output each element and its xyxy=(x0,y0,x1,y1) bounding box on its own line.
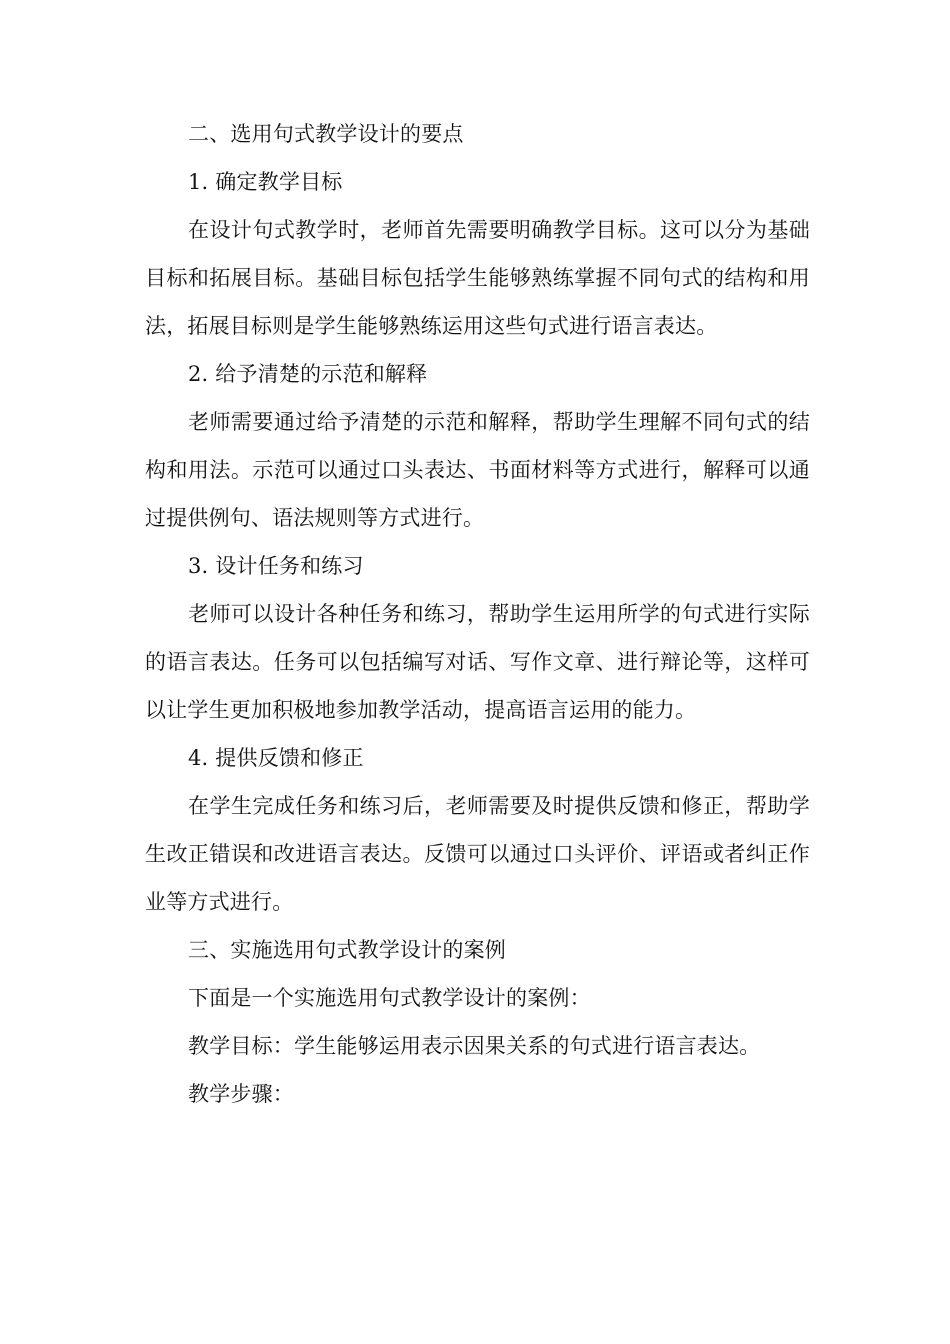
subheading-3: 3. 设计任务和练习 xyxy=(188,554,364,578)
paragraph-1: 在设计句式教学时，老师首先需要明确教学目标。这可以分为基础目标和拓展目标。基础目标包括学生能够熟练掌握不同句式的结构和用法，拓展目标则是学生能够熟练运用这些句式进行语言表达。 xyxy=(145,218,810,338)
paragraph-7: 教学步骤： xyxy=(188,1082,294,1106)
paragraph-4: 在学生完成任务和练习后，老师需要及时提供反馈和修正，帮助学生改正错误和改进语言表达。反馈可以通过口头评价、评语或者纠正作业等方式进行。 xyxy=(145,794,810,914)
section-heading-2: 二、选用句式教学设计的要点 xyxy=(188,122,464,146)
paragraph-2: 老师需要通过给予清楚的示范和解释，帮助学生理解不同句式的结构和用法。示范可以通过口头表达、书面材料等方式进行，解释可以通过提供例句、语法规则等方式进行。 xyxy=(145,410,810,530)
subheading-4: 4. 提供反馈和修正 xyxy=(188,746,364,770)
document-body xyxy=(145,110,810,1118)
subheading-1: 1. 确定教学目标 xyxy=(188,170,343,194)
paragraph-3: 老师可以设计各种任务和练习，帮助学生运用所学的句式进行实际的语言表达。任务可以包括编写对话、写作文章、进行辩论等，这样可以让学生更加积极地参加教学活动，提高语言运用的能力。 xyxy=(145,602,810,722)
paragraph-6: 教学目标：学生能够运用表示因果关系的句式进行语言表达。 xyxy=(188,1034,761,1058)
section-heading-3: 三、实施选用句式教学设计的案例 xyxy=(188,938,506,962)
subheading-2: 2. 给予清楚的示范和解释 xyxy=(188,362,428,386)
paragraph-5: 下面是一个实施选用句式教学设计的案例： xyxy=(188,986,591,1010)
